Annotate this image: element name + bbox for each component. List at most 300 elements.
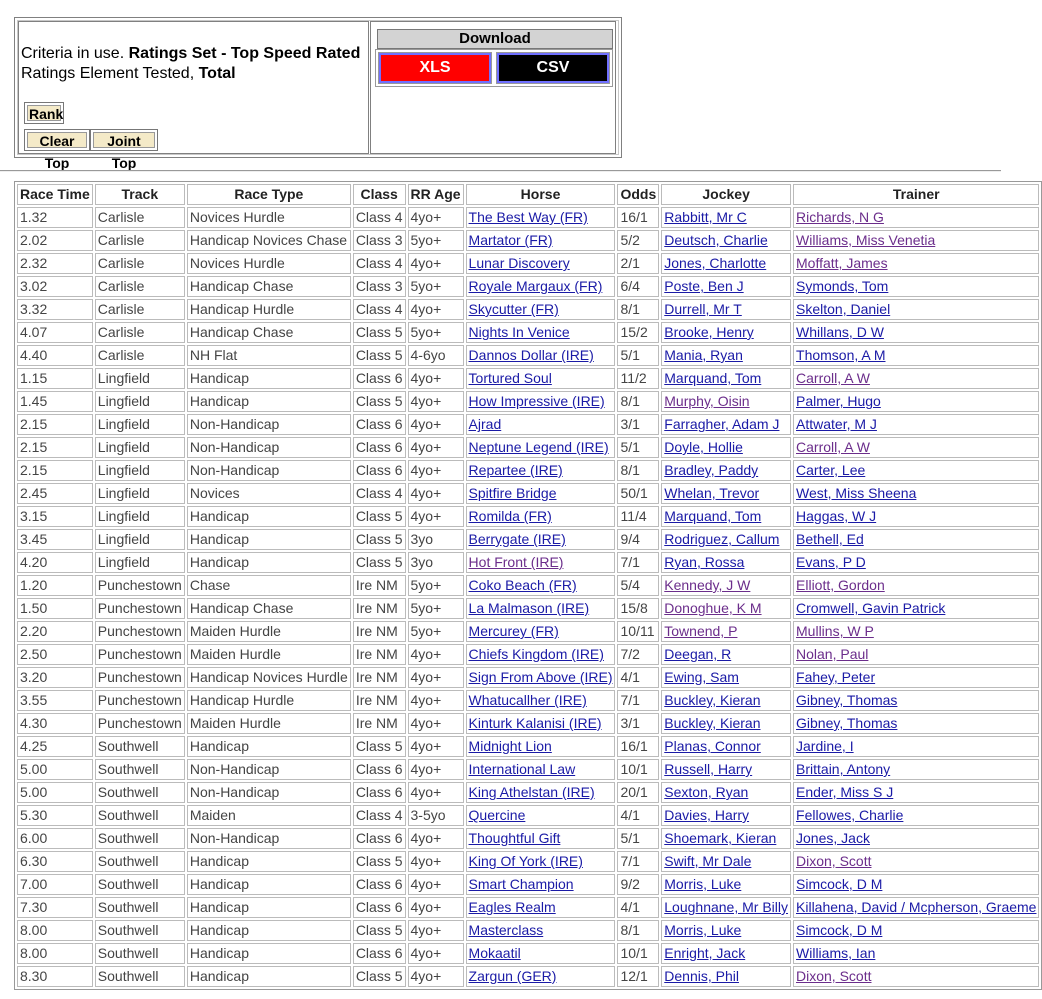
track-cell: Southwell <box>95 736 185 757</box>
rr-age-cell: 4yo+ <box>408 943 464 964</box>
jockey-link[interactable]: Farragher, Adam J <box>664 416 780 432</box>
jockey-link[interactable]: Murphy, Oisin <box>664 393 750 409</box>
trainer-link[interactable]: Nolan, Paul <box>796 646 869 662</box>
horse-cell <box>466 690 616 711</box>
jockey-link[interactable]: Kennedy, J W <box>664 577 751 593</box>
rr-age-cell: 4yo+ <box>408 667 464 688</box>
horse-link[interactable]: Smart Champion <box>468 876 574 892</box>
horse-cell <box>466 253 616 274</box>
track-cell: Lingfield <box>95 483 185 504</box>
odds-cell: 11/2 <box>617 368 659 389</box>
trainer-link[interactable]: Skelton, Daniel <box>796 301 891 317</box>
jockey-cell <box>661 253 791 274</box>
odds-cell: 20/1 <box>617 782 659 803</box>
jockey-link[interactable]: Doyle, Hollie <box>664 439 743 455</box>
horse-link[interactable]: Repartee (IRE) <box>468 462 563 478</box>
class-cell: Ire NM <box>353 644 406 665</box>
horse-cell <box>466 713 616 734</box>
jockey-link[interactable]: Buckley, Kieran <box>664 715 761 731</box>
jockey-link[interactable]: Enright, Jack <box>664 945 746 961</box>
odds-cell: 3/1 <box>617 713 659 734</box>
jockey-cell <box>661 414 791 435</box>
horse-link[interactable]: Whatucallher (IRE) <box>468 692 587 708</box>
track-cell: Punchestown <box>95 667 185 688</box>
race-type-cell: Maiden Hurdle <box>187 621 351 642</box>
horse-link[interactable]: Martator (FR) <box>468 232 553 248</box>
jockey-link[interactable]: Deutsch, Charlie <box>664 232 768 248</box>
race-type-cell: Handicap <box>187 736 351 757</box>
horse-link[interactable]: Romilda (FR) <box>468 508 552 524</box>
horse-link[interactable]: Neptune Legend (IRE) <box>468 439 609 455</box>
horse-link[interactable]: Lunar Discovery <box>468 255 570 271</box>
horse-cell <box>466 759 616 780</box>
track-cell: Southwell <box>95 828 185 849</box>
jockey-cell <box>661 598 791 619</box>
trainer-link[interactable]: Simcock, D M <box>796 876 883 892</box>
rr-age-cell: 4yo+ <box>408 782 464 803</box>
track-cell: Southwell <box>95 782 185 803</box>
track-cell: Southwell <box>95 920 185 941</box>
odds-cell: 5/1 <box>617 828 659 849</box>
trainer-cell <box>793 713 1039 734</box>
horse-link[interactable]: Zargun (GER) <box>468 968 557 984</box>
header-jockey: Jockey <box>661 184 791 205</box>
table-row <box>17 529 1039 550</box>
trainer-link[interactable]: Williams, Miss Venetia <box>796 232 936 248</box>
track-cell: Punchestown <box>95 690 185 711</box>
jockey-link[interactable]: Planas, Connor <box>664 738 761 754</box>
horse-link[interactable]: Quercine <box>468 807 526 823</box>
track-cell: Southwell <box>95 897 185 918</box>
race-type-cell: Maiden Hurdle <box>187 644 351 665</box>
race-time-cell: 3.15 <box>17 506 93 527</box>
horse-cell <box>466 575 616 596</box>
trainer-link[interactable]: Fahey, Peter <box>796 669 876 685</box>
horse-link[interactable]: Spitfire Bridge <box>468 485 557 501</box>
class-cell: Class 5 <box>353 345 406 366</box>
trainer-link[interactable]: Whillans, D W <box>796 324 884 340</box>
race-type-cell: Handicap <box>187 966 351 987</box>
odds-cell: 15/2 <box>617 322 659 343</box>
class-cell: Ire NM <box>353 667 406 688</box>
horse-link[interactable]: Hot Front (IRE) <box>468 554 564 570</box>
class-cell: Class 6 <box>353 828 406 849</box>
class-cell: Class 4 <box>353 253 406 274</box>
trainer-cell <box>793 437 1039 458</box>
header-horse: Horse <box>466 184 616 205</box>
jockey-link[interactable]: Swift, Mr Dale <box>664 853 752 869</box>
track-cell: Punchestown <box>95 644 185 665</box>
jockey-cell <box>661 552 791 573</box>
trainer-link[interactable]: Richards, N G <box>796 209 884 225</box>
csv-download-button[interactable]: CSV <box>497 53 609 83</box>
track-cell: Carlisle <box>95 276 185 297</box>
jockey-cell <box>661 368 791 389</box>
jockey-link[interactable]: Dennis, Phil <box>664 968 739 984</box>
rr-age-cell: 4yo+ <box>408 414 464 435</box>
trainer-link[interactable]: Williams, Ian <box>796 945 876 961</box>
race-time-cell: 2.32 <box>17 253 93 274</box>
jockey-link[interactable]: Davies, Harry <box>664 807 750 823</box>
race-time-cell: 1.50 <box>17 598 93 619</box>
horse-cell <box>466 230 616 251</box>
race-type-cell: Novices Hurdle <box>187 207 351 228</box>
race-type-cell: Handicap <box>187 506 351 527</box>
odds-cell: 7/1 <box>617 690 659 711</box>
criteria-line-1 <box>21 44 360 64</box>
rr-age-cell: 4-6yo <box>408 345 464 366</box>
race-type-cell: Handicap <box>187 897 351 918</box>
horse-cell <box>466 805 616 826</box>
table-row <box>17 483 1039 504</box>
race-type-cell: Handicap Chase <box>187 322 351 343</box>
criteria-line-2 <box>21 64 236 84</box>
table-row <box>17 276 1039 297</box>
track-cell: Punchestown <box>95 621 185 642</box>
trainer-cell <box>793 414 1039 435</box>
race-time-cell: 3.55 <box>17 690 93 711</box>
jockey-cell <box>661 759 791 780</box>
race-time-cell: 5.00 <box>17 759 93 780</box>
class-cell: Class 4 <box>353 483 406 504</box>
rr-age-cell: 5yo+ <box>408 598 464 619</box>
jockey-link[interactable]: Brooke, Henry <box>664 324 754 340</box>
criteria-element-prefix: Ratings Element Tested, <box>21 65 195 82</box>
trainer-link[interactable]: Haggas, W J <box>796 508 877 524</box>
trainer-link[interactable]: Elliott, Gordon <box>796 577 885 593</box>
jockey-link[interactable]: Poste, Ben J <box>664 278 744 294</box>
rr-age-cell: 5yo+ <box>408 276 464 297</box>
jockey-link[interactable]: Morris, Luke <box>664 876 742 892</box>
class-cell: Class 6 <box>353 414 406 435</box>
jockey-link[interactable]: Whelan, Trevor <box>664 485 760 501</box>
jockey-cell <box>661 851 791 872</box>
clear-top-button[interactable]: Clear Top <box>24 129 90 151</box>
horse-link[interactable]: Kinturk Kalanisi (IRE) <box>468 715 602 731</box>
odds-cell: 5/4 <box>617 575 659 596</box>
jockey-link[interactable]: Buckley, Kieran <box>664 692 761 708</box>
class-cell: Class 5 <box>353 391 406 412</box>
horse-link[interactable]: Nights In Venice <box>468 324 570 340</box>
race-time-cell: 1.20 <box>17 575 93 596</box>
header-race-time: Race Time <box>17 184 93 205</box>
trainer-link[interactable]: Moffatt, James <box>796 255 888 271</box>
jockey-link[interactable]: Marquand, Tom <box>664 370 762 386</box>
horse-link[interactable]: Royale Margaux (FR) <box>468 278 603 294</box>
class-cell: Class 5 <box>353 966 406 987</box>
jockey-link[interactable]: Loughnane, Mr Billy <box>664 899 789 915</box>
trainer-link[interactable]: Ender, Miss S J <box>796 784 894 800</box>
class-cell: Class 6 <box>353 943 406 964</box>
trainer-cell <box>793 207 1039 228</box>
jockey-link[interactable]: Morris, Luke <box>664 922 742 938</box>
criteria-box <box>18 21 369 171</box>
table-row <box>17 644 1039 665</box>
horse-link[interactable]: Berrygate (IRE) <box>468 531 566 547</box>
odds-cell: 12/1 <box>617 966 659 987</box>
jockey-cell <box>661 207 791 228</box>
horse-cell <box>466 782 616 803</box>
horse-link[interactable]: Ajrad <box>468 416 502 432</box>
horse-link[interactable]: Dannos Dollar (IRE) <box>468 347 594 363</box>
horse-link[interactable]: La Malmason (IRE) <box>468 600 590 616</box>
table-row <box>17 782 1039 803</box>
horse-link[interactable]: How Impressive (IRE) <box>468 393 605 409</box>
horse-link[interactable]: Chiefs Kingdom (IRE) <box>468 646 604 662</box>
jockey-link[interactable]: Russell, Harry <box>664 761 753 777</box>
table-row <box>17 828 1039 849</box>
race-type-cell: Handicap <box>187 943 351 964</box>
odds-cell: 4/1 <box>617 897 659 918</box>
jockey-link[interactable]: Marquand, Tom <box>664 508 762 524</box>
rr-age-cell: 5yo+ <box>408 621 464 642</box>
download-box <box>370 21 616 154</box>
trainer-link[interactable]: Bethell, Ed <box>796 531 864 547</box>
race-time-cell: 2.02 <box>17 230 93 251</box>
trainer-cell <box>793 253 1039 274</box>
jockey-cell <box>661 897 791 918</box>
horse-cell <box>466 529 616 550</box>
odds-cell: 10/1 <box>617 943 659 964</box>
jockey-link[interactable]: Ryan, Rossa <box>664 554 745 570</box>
trainer-link[interactable]: Jardine, I <box>796 738 854 754</box>
jockey-cell <box>661 621 791 642</box>
criteria-ratings-set: Ratings Set - Top Speed Rated <box>128 45 361 62</box>
trainer-link[interactable]: Gibney, Thomas <box>796 692 898 708</box>
horse-cell <box>466 966 616 987</box>
table-row <box>17 851 1039 872</box>
jockey-link[interactable]: Donoghue, K M <box>664 600 762 616</box>
trainer-cell <box>793 322 1039 343</box>
track-cell: Punchestown <box>95 598 185 619</box>
table-row <box>17 805 1039 826</box>
odds-cell: 7/2 <box>617 644 659 665</box>
jockey-link[interactable]: Mania, Ryan <box>664 347 743 363</box>
horse-link[interactable]: Skycutter (FR) <box>468 301 559 317</box>
rr-age-cell: 4yo+ <box>408 851 464 872</box>
race-type-cell: Novices <box>187 483 351 504</box>
horse-link[interactable]: International Law <box>468 761 576 777</box>
odds-cell: 7/1 <box>617 552 659 573</box>
horse-cell <box>466 207 616 228</box>
rr-age-cell: 5yo+ <box>408 322 464 343</box>
trainer-link[interactable]: Jones, Jack <box>796 830 870 846</box>
horse-cell <box>466 460 616 481</box>
jockey-link[interactable]: Ewing, Sam <box>664 669 739 685</box>
trainer-link[interactable]: Palmer, Hugo <box>796 393 881 409</box>
track-cell: Southwell <box>95 851 185 872</box>
race-time-cell: 4.07 <box>17 322 93 343</box>
race-time-cell: 3.45 <box>17 529 93 550</box>
horse-link[interactable]: Eagles Realm <box>468 899 556 915</box>
horse-link[interactable]: Tortured Soul <box>468 370 552 386</box>
trainer-link[interactable]: Fellowes, Charlie <box>796 807 904 823</box>
odds-cell: 11/4 <box>617 506 659 527</box>
odds-cell: 5/1 <box>617 437 659 458</box>
horse-link[interactable]: Midnight Lion <box>468 738 552 754</box>
track-cell: Southwell <box>95 943 185 964</box>
track-cell: Carlisle <box>95 345 185 366</box>
table-row <box>17 943 1039 964</box>
race-time-cell: 2.15 <box>17 414 93 435</box>
trainer-link[interactable]: Attwater, M J <box>796 416 877 432</box>
horse-link[interactable]: Thoughtful Gift <box>468 830 561 846</box>
horse-cell <box>466 598 616 619</box>
trainer-cell <box>793 460 1039 481</box>
header-class: Class <box>353 184 406 205</box>
horse-link[interactable]: Masterclass <box>468 922 544 938</box>
jockey-cell <box>661 805 791 826</box>
track-cell: Southwell <box>95 759 185 780</box>
trainer-cell <box>793 483 1039 504</box>
horse-cell <box>466 391 616 412</box>
results-table <box>14 181 1042 990</box>
trainer-link[interactable]: Carter, Lee <box>796 462 866 478</box>
horse-link[interactable]: The Best Way (FR) <box>468 209 588 225</box>
trainer-link[interactable]: Mullins, W P <box>796 623 874 639</box>
trainer-link[interactable]: Cromwell, Gavin Patrick <box>796 600 946 616</box>
table-row <box>17 460 1039 481</box>
table-row <box>17 230 1039 251</box>
criteria-element-value: Total <box>198 65 236 82</box>
rr-age-cell: 4yo+ <box>408 690 464 711</box>
race-type-cell: Non-Handicap <box>187 437 351 458</box>
jockey-cell <box>661 575 791 596</box>
odds-cell: 16/1 <box>617 207 659 228</box>
jockey-link[interactable]: Shoemark, Kieran <box>664 830 777 846</box>
class-cell: Ire NM <box>353 690 406 711</box>
odds-cell: 8/1 <box>617 299 659 320</box>
class-cell: Ire NM <box>353 621 406 642</box>
trainer-link[interactable]: Carroll, A W <box>796 439 870 455</box>
horse-cell <box>466 506 616 527</box>
jockey-link[interactable]: Bradley, Paddy <box>664 462 759 478</box>
divider <box>0 170 1001 172</box>
joint-top-button[interactable]: Joint Top <box>90 129 158 151</box>
jockey-link[interactable]: Durrell, Mr T <box>664 301 742 317</box>
track-cell: Lingfield <box>95 460 185 481</box>
horse-link[interactable]: Mokaatil <box>468 945 521 961</box>
jockey-cell <box>661 874 791 895</box>
horse-cell <box>466 621 616 642</box>
race-time-cell: 3.02 <box>17 276 93 297</box>
odds-cell: 8/1 <box>617 920 659 941</box>
trainer-cell <box>793 759 1039 780</box>
horse-link[interactable]: Mercurey (FR) <box>468 623 559 639</box>
class-cell: Class 5 <box>353 920 406 941</box>
rr-age-cell: 4yo+ <box>408 644 464 665</box>
jockey-link[interactable]: Rodriguez, Callum <box>664 531 780 547</box>
table-row <box>17 437 1039 458</box>
horse-cell <box>466 368 616 389</box>
jockey-cell <box>661 506 791 527</box>
horse-link[interactable]: King Athelstan (IRE) <box>468 784 595 800</box>
trainer-link[interactable]: Thomson, A M <box>796 347 886 363</box>
race-type-cell: Handicap <box>187 391 351 412</box>
rr-age-cell: 4yo+ <box>408 828 464 849</box>
class-cell: Class 5 <box>353 322 406 343</box>
odds-cell: 7/1 <box>617 851 659 872</box>
race-type-cell: Handicap Novices Chase <box>187 230 351 251</box>
rank-button[interactable]: Rank <box>24 102 64 124</box>
trainer-link[interactable]: Symonds, Tom <box>796 278 889 294</box>
trainer-link[interactable]: West, Miss Sheena <box>796 485 917 501</box>
jockey-link[interactable]: Jones, Charlotte <box>664 255 767 271</box>
jockey-link[interactable]: Deegan, R <box>664 646 732 662</box>
table-header-row <box>17 184 1039 205</box>
horse-link[interactable]: Sign From Above (IRE) <box>468 669 613 685</box>
trainer-cell <box>793 920 1039 941</box>
track-cell: Southwell <box>95 874 185 895</box>
jockey-link[interactable]: Sexton, Ryan <box>664 784 749 800</box>
odds-cell: 4/1 <box>617 667 659 688</box>
trainer-link[interactable]: Dixon, Scott <box>796 968 872 984</box>
trainer-link[interactable]: Gibney, Thomas <box>796 715 898 731</box>
table-row <box>17 621 1039 642</box>
jockey-cell <box>661 667 791 688</box>
trainer-link[interactable]: Carroll, A W <box>796 370 870 386</box>
table-row <box>17 345 1039 366</box>
jockey-link[interactable]: Townend, P <box>664 623 738 639</box>
odds-cell: 10/1 <box>617 759 659 780</box>
race-type-cell: Handicap <box>187 851 351 872</box>
race-type-cell: Non-Handicap <box>187 828 351 849</box>
track-cell: Southwell <box>95 966 185 987</box>
xls-download-button[interactable]: XLS <box>379 53 491 83</box>
table-row <box>17 713 1039 734</box>
track-cell: Lingfield <box>95 552 185 573</box>
horse-cell <box>466 299 616 320</box>
jockey-cell <box>661 276 791 297</box>
trainer-cell <box>793 644 1039 665</box>
odds-cell: 2/1 <box>617 253 659 274</box>
trainer-link[interactable]: Dixon, Scott <box>796 853 872 869</box>
rr-age-cell: 4yo+ <box>408 437 464 458</box>
race-time-cell: 5.30 <box>17 805 93 826</box>
class-cell: Class 5 <box>353 736 406 757</box>
trainer-cell <box>793 276 1039 297</box>
horse-link[interactable]: King Of York (IRE) <box>468 853 583 869</box>
trainer-link[interactable]: Killahena, David / Mcpherson, Graeme <box>796 899 1037 915</box>
odds-cell: 50/1 <box>617 483 659 504</box>
race-time-cell: 1.45 <box>17 391 93 412</box>
table-row <box>17 368 1039 389</box>
rr-age-cell: 4yo+ <box>408 897 464 918</box>
trainer-cell <box>793 368 1039 389</box>
trainer-link[interactable]: Evans, P D <box>796 554 866 570</box>
horse-link[interactable]: Coko Beach (FR) <box>468 577 577 593</box>
jockey-cell <box>661 920 791 941</box>
rr-age-cell: 4yo+ <box>408 874 464 895</box>
race-time-cell: 2.20 <box>17 621 93 642</box>
horse-cell <box>466 276 616 297</box>
jockey-link[interactable]: Rabbitt, Mr C <box>664 209 747 225</box>
track-cell: Punchestown <box>95 575 185 596</box>
horse-cell <box>466 851 616 872</box>
track-cell: Lingfield <box>95 368 185 389</box>
race-time-cell: 4.40 <box>17 345 93 366</box>
class-cell: Class 6 <box>353 759 406 780</box>
trainer-link[interactable]: Brittain, Antony <box>796 761 891 777</box>
trainer-link[interactable]: Simcock, D M <box>796 922 883 938</box>
jockey-cell <box>661 230 791 251</box>
race-type-cell: Handicap Chase <box>187 598 351 619</box>
criteria-panel <box>14 17 622 171</box>
trainer-cell <box>793 690 1039 711</box>
track-cell: Carlisle <box>95 299 185 320</box>
horse-cell <box>466 736 616 757</box>
rr-age-cell: 4yo+ <box>408 966 464 987</box>
